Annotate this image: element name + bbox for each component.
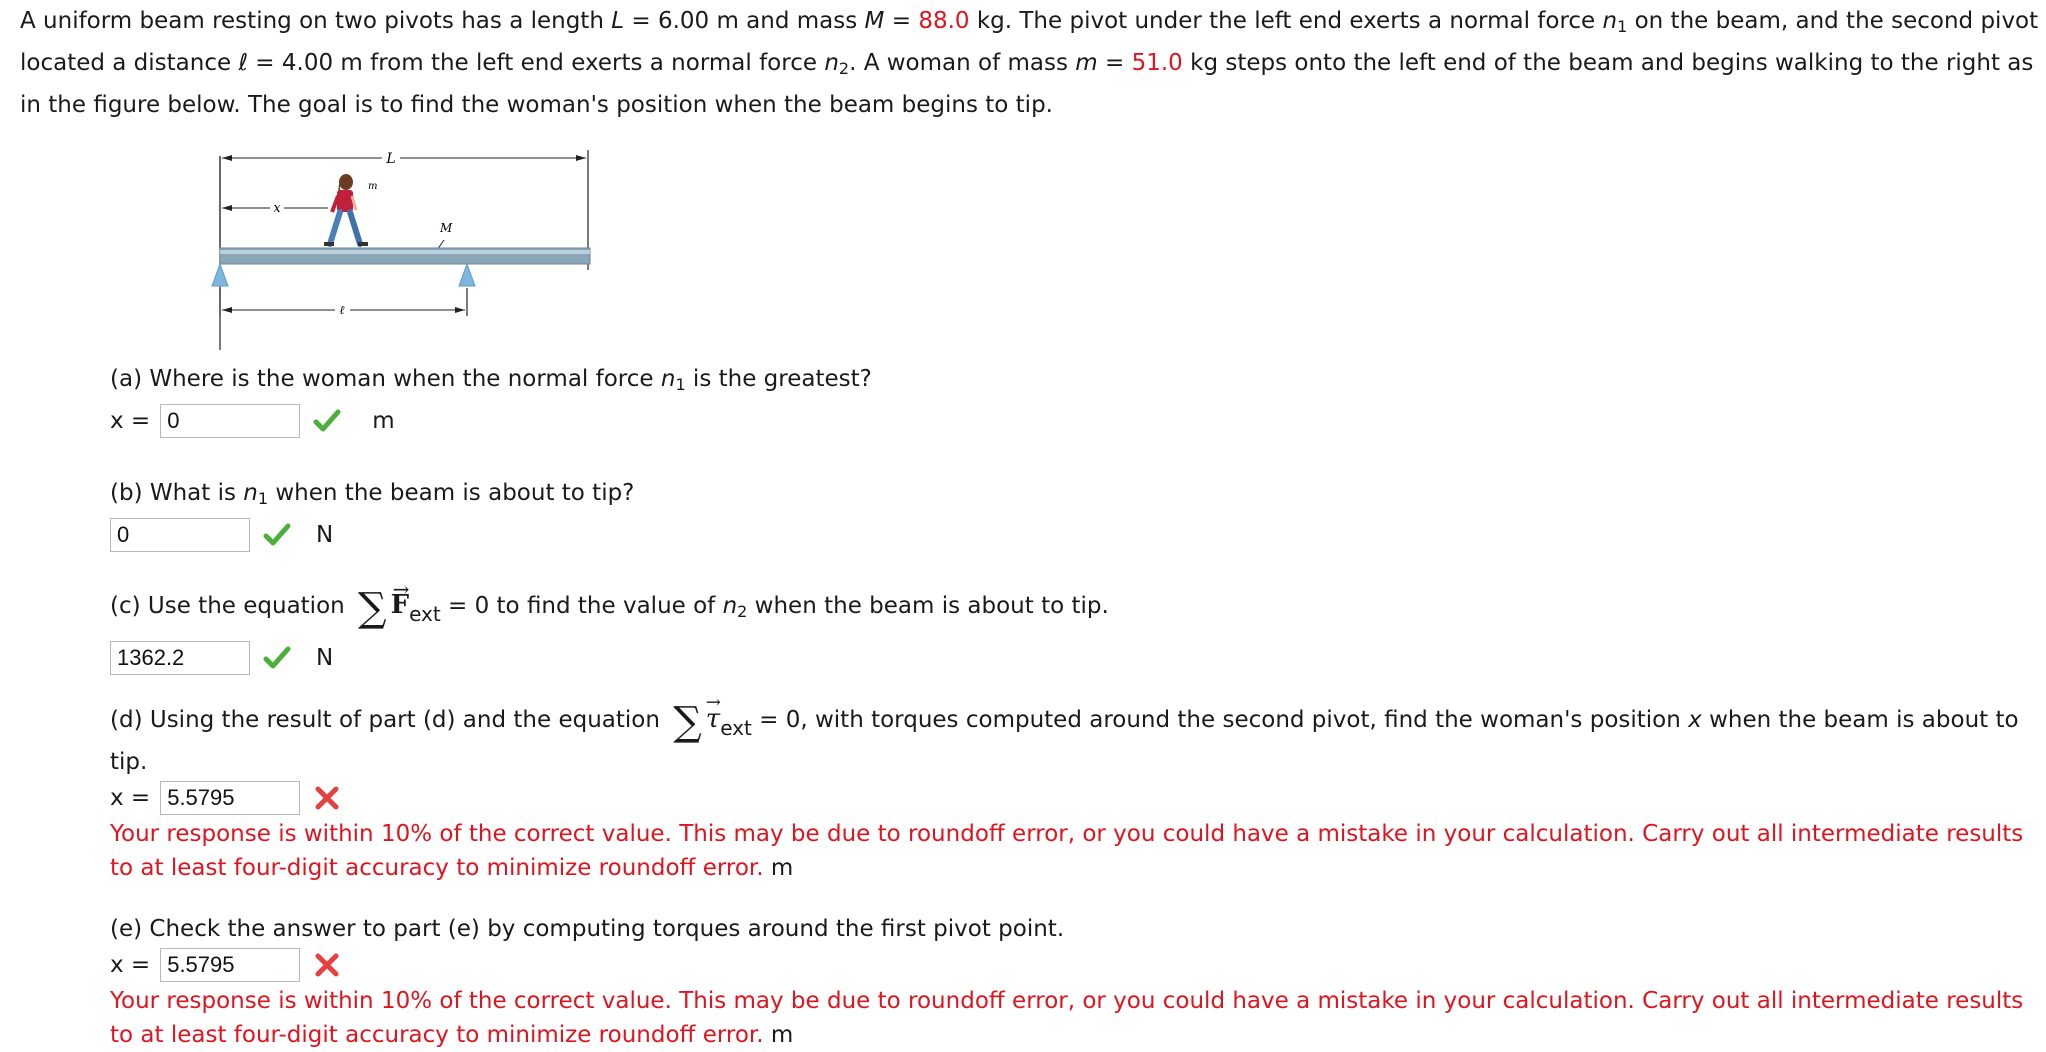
- question-text: = 0, with torques computed around the second pivot, find the woman's position: [751, 707, 1689, 733]
- intro-line-2: [20, 42, 2034, 84]
- answer-label: x =: [110, 785, 151, 811]
- sigma-symbol: ∑: [358, 585, 387, 631]
- torque-vector-symbol: → τ: [706, 704, 720, 734]
- subscript: 1: [1617, 17, 1628, 36]
- arrowhead: [455, 307, 465, 313]
- question-text: (b) What is: [110, 480, 244, 506]
- check-icon: [262, 520, 292, 550]
- intro-text: on the beam, and the second pivot: [1627, 8, 2039, 34]
- part-a-answer-input[interactable]: 0: [160, 404, 300, 438]
- part-d-answer-row: [110, 779, 2030, 817]
- unit-label: N: [316, 645, 334, 671]
- intro-text: = 4.00 m from the left end exerts a normal force: [247, 50, 825, 76]
- question-text: when the beam is about to: [1701, 707, 2019, 733]
- symbol-ell: ℓ: [238, 50, 248, 76]
- part-d-answer-input[interactable]: 5.5795: [160, 781, 300, 815]
- left-pivot: [212, 264, 228, 286]
- symbol-x: x: [1688, 707, 1702, 733]
- label-x: x: [273, 201, 281, 216]
- part-e-question: (e) Check the answer to part (e) by computing torques around the first pivot point.: [110, 916, 1065, 942]
- subscript-ext: ext: [720, 716, 752, 740]
- intro-line-1: [20, 0, 2039, 42]
- question-text: when the beam is about to tip.: [747, 593, 1109, 619]
- subscript: 2: [737, 602, 748, 621]
- subscript: 1: [257, 489, 269, 508]
- symbol-n: n: [824, 50, 839, 76]
- part-c-answer-row: [110, 639, 1109, 677]
- label-m: m: [368, 181, 378, 192]
- part-e: [110, 912, 2030, 1052]
- part-e-answer-input[interactable]: 5.5795: [160, 948, 300, 982]
- part-c-question: [110, 585, 1109, 631]
- symbol-M: M: [864, 8, 885, 34]
- part-b: [110, 476, 634, 554]
- feedback-text: to at least four-digit accuracy to minimize roundoff error.: [110, 855, 764, 881]
- arrowhead: [222, 205, 232, 211]
- feedback-text: Your response is within 10% of the correct value. This may be due to roundoff error, or you could have a mistake in your calculation. Carry out all intermediate results: [110, 821, 2024, 847]
- answer-label: x =: [110, 952, 151, 978]
- woman-mass-value: 51.0: [1131, 50, 1183, 76]
- part-b-answer-row: [110, 516, 634, 554]
- part-a: [110, 362, 872, 440]
- part-c-answer-input[interactable]: 1362.2: [110, 641, 250, 675]
- subscript: 2: [838, 59, 850, 78]
- intro-text: . A woman of mass: [849, 50, 1076, 76]
- part-b-question: [110, 476, 634, 510]
- question-text: is the greatest?: [685, 366, 872, 392]
- subscript: 1: [675, 375, 686, 394]
- part-c: [110, 585, 1109, 677]
- part-a-question: [110, 362, 872, 396]
- question-text: when the beam is about to tip?: [268, 480, 635, 506]
- part-d-feedback: [110, 817, 2030, 885]
- symbol-L: L: [611, 8, 625, 34]
- intro-text: kg. The pivot under the left end exerts a normal force: [969, 8, 1603, 34]
- intro-line-3: [20, 84, 2030, 126]
- intro-text: =: [884, 8, 919, 34]
- part-d: [110, 699, 2030, 885]
- intro-text: = 6.00 m and mass: [624, 8, 865, 34]
- sigma-symbol: ∑: [673, 699, 702, 745]
- question-text: (d) Using the result of part (d) and the equation: [110, 707, 668, 733]
- arrowhead: [222, 155, 232, 161]
- intro-text: A uniform beam resting on two pivots has a length: [20, 8, 612, 34]
- intro-text: =: [1097, 50, 1132, 76]
- force-vector-symbol: → F: [391, 590, 409, 620]
- feedback-text: Your response is within 10% of the correct value. This may be due to roundoff error, or you could have a mistake in your calculation. Carry out all intermediate results: [110, 988, 2024, 1014]
- unit-label: m: [372, 408, 395, 434]
- part-d-question: [110, 699, 2030, 745]
- label-M: M: [440, 221, 453, 235]
- subscript-ext: ext: [409, 602, 441, 626]
- part-e-feedback: [110, 984, 2030, 1052]
- cross-icon: [312, 950, 342, 980]
- intro-text: located a distance: [20, 50, 239, 76]
- unit-label: N: [316, 522, 334, 548]
- symbol-n: n: [243, 480, 258, 506]
- question-text: = 0 to find the value of: [440, 593, 723, 619]
- symbol-n: n: [660, 366, 676, 392]
- intro-text: in the figure below. The goal is to find the woman's position when the beam begins to tip.: [20, 92, 1053, 118]
- symbol-m: m: [1075, 50, 1098, 76]
- part-b-answer-input[interactable]: 0: [110, 518, 250, 552]
- intro-text: kg steps onto the left end of the beam and begins walking to the right as: [1182, 50, 2034, 76]
- woman-figure: [324, 174, 377, 246]
- arrowhead: [222, 307, 232, 313]
- beam-highlight: [220, 250, 590, 254]
- part-a-answer-row: [110, 402, 872, 440]
- beam-mass-value: 88.0: [918, 8, 970, 34]
- arrowhead: [576, 155, 586, 161]
- beam-figure: [200, 140, 600, 350]
- check-icon: [312, 406, 342, 436]
- part-d-question-continued: tip.: [110, 749, 148, 775]
- check-icon: [262, 643, 292, 673]
- symbol-n: n: [1602, 8, 1618, 34]
- problem-statement: [20, 0, 2039, 126]
- right-pivot: [459, 264, 475, 286]
- unit-label: m: [770, 1022, 794, 1048]
- symbol-n: n: [722, 593, 738, 619]
- answer-label: x =: [110, 408, 151, 434]
- part-e-answer-row: [110, 946, 2030, 984]
- question-text: (a) Where is the woman when the normal force: [110, 366, 661, 392]
- question-text: (c) Use the equation: [110, 593, 353, 619]
- feedback-text: to at least four-digit accuracy to minimize roundoff error.: [110, 1022, 764, 1048]
- label-L: L: [386, 151, 396, 167]
- label-ell: ℓ: [339, 303, 345, 317]
- unit-label: m: [770, 855, 794, 881]
- cross-icon: [312, 783, 342, 813]
